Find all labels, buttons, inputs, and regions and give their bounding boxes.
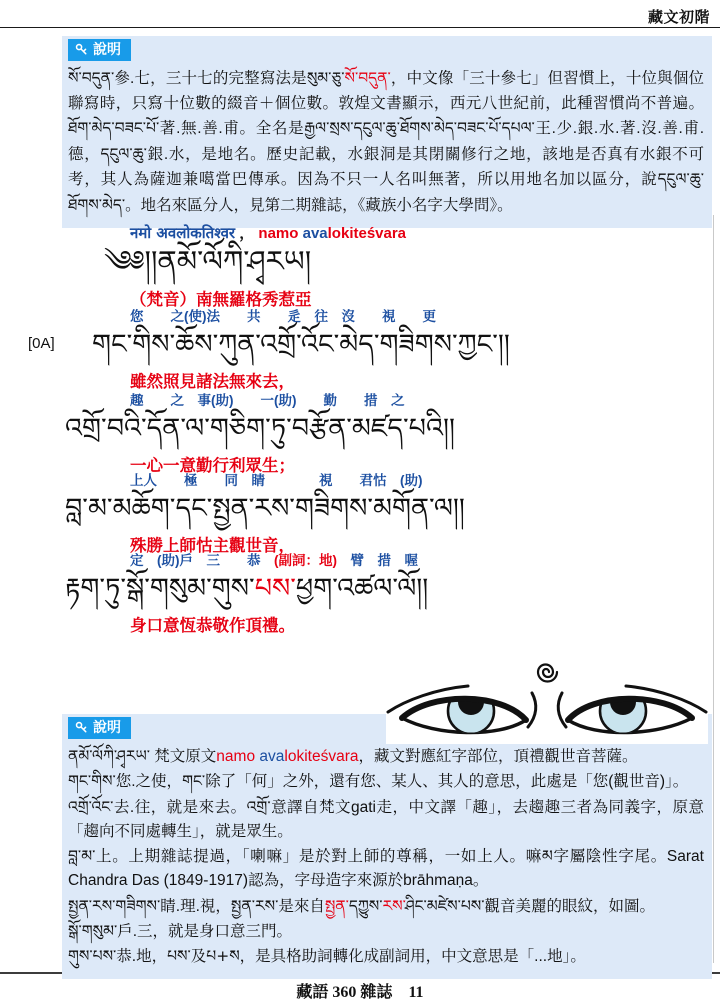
text-segment: 銀.水，是地名。歷史記載，水銀洞是其閉關修行之地，該地是否真有水銀不可考，其人為薩迦兼噶當巴傳承。因為不只一人名叫無著，所以用地名加以區分，說 <box>68 145 704 189</box>
text-segment: 梵文原文 <box>149 748 217 765</box>
verse-1 <box>28 308 712 392</box>
text-segment: 恭.地， <box>116 948 168 966</box>
text-segment: པ+ས <box>206 947 240 966</box>
text-segment: མ <box>541 847 553 866</box>
text-segment: नमो अवलोकतिश्वर <box>130 224 236 242</box>
text-segment: 睛.理.視， <box>160 897 231 915</box>
text-segment: 您 之(使)法 共 辵 往 沒 視 更 <box>130 309 436 324</box>
text-segment: 除了「何」之外，還有您、某人、其人的意思，此處是「您(觀世音)」。 <box>205 773 689 791</box>
text-segment: རྟག་ཏུ་སྒོ་གསུམ་གུས་ <box>65 573 255 604</box>
explanation-badge <box>68 717 131 739</box>
text-segment: lokiteśvara <box>327 225 407 242</box>
left-eye <box>388 686 536 734</box>
text-segment: 是來自 <box>278 897 325 915</box>
text-segment: 臂 措 喔 <box>337 553 418 568</box>
text-segment: 意譯自梵文gati走，中文譯「趣」，去趨趣三者為同義字，原意「趨向不同處轉生」，就是眾生。 <box>68 798 705 840</box>
text-segment: (副詞：地) <box>274 553 337 568</box>
text-segment: namo <box>216 748 260 765</box>
tibetan-invocation-line: ༄༅།།ནམོ་ལོཀི་ཤྭརཡ། <box>104 244 312 278</box>
verse-1-tibetan-line <box>28 325 712 363</box>
text-segment: 王.少.銀.水.著.沒.善.甫.德， <box>68 120 705 163</box>
explanation-badge <box>68 39 131 61</box>
verse-2 <box>65 392 712 476</box>
verse-4-tibetan-line <box>65 569 712 607</box>
key-icon <box>75 43 88 56</box>
text-segment: ཕྱག་འཚལ་ལོ།། <box>295 573 429 604</box>
text-segment: དཀྱུས་ <box>348 896 383 915</box>
verse-3-gloss <box>130 472 712 489</box>
text-segment: namo <box>258 225 303 242</box>
verse-2-gloss <box>130 392 712 409</box>
text-segment: 。地名來區分人，見第二期雜誌，《藏族小名字大學問》。 <box>125 196 513 214</box>
text-segment: ，藏文對應紅字部位，頂禮觀世音菩薩。 <box>358 748 638 765</box>
verse-3 <box>65 472 712 556</box>
text-segment: ཤིང་མཛེས་པས་ <box>404 896 485 915</box>
text-segment: 您.之使， <box>115 773 183 791</box>
explanation-box-1 <box>62 36 712 228</box>
explanation-2-paragraph <box>68 744 704 769</box>
spiral-urna <box>538 665 557 682</box>
key-icon <box>75 721 88 734</box>
text-segment: 參.七，三十七的完整寫法是 <box>114 70 307 87</box>
text-segment: ，是具格助詞轉化成副詞用，中文意思是「...地」。 <box>239 948 586 966</box>
footer-page-number: 11 <box>408 984 424 1001</box>
verse-3-tibetan <box>65 493 465 524</box>
verse-2-translation: 一心一意勤行利眾生； <box>130 457 295 475</box>
text-segment: 及 <box>190 948 207 966</box>
text-segment: པས་ <box>167 947 191 966</box>
text-segment: རྒྱལ་སྲས་དངུལ་ཆུ་ཐོགས་མེད་བཟང་པོ་དཔལ་ <box>304 119 535 138</box>
text-segment: གང་གིས་ཆོས་ཀུན་འགྲོ་འོང་མེད་གཟིགས་ཀྱང་།། <box>92 329 510 360</box>
verse-1-translation: 雖然照見諸法無來去， <box>130 373 295 391</box>
verse-1-ref-label: [0A] <box>28 335 55 352</box>
text-segment: གང་གིས་ <box>68 772 116 791</box>
verse-4-translation: 身口意恆恭敬作頂禮。 <box>130 617 295 635</box>
explanation-1-text <box>68 66 704 219</box>
text-segment: སྤྱན་རས་གཟིགས་ <box>68 896 161 915</box>
page-header-title: 藏文初階 <box>647 9 710 26</box>
buddha-eyes-illustration <box>386 656 708 744</box>
verse-4-gloss <box>130 552 712 569</box>
verse-1-gloss <box>130 308 712 325</box>
text-segment: ，中文像「三十參七」但習慣上，十位與個位聯寫時，只寫十位數的綴音＋個位數。敦煌文書顯示，西元八世紀前，此種習慣尚不普遍。 <box>68 70 704 112</box>
text-segment: དངུལ་ཆུ་ <box>100 144 147 163</box>
text-segment: སྒོ་གསུམ་ <box>68 922 118 941</box>
text-segment: ， <box>235 225 259 242</box>
explanation-2-paragraph <box>68 844 704 894</box>
right-eye <box>558 686 706 734</box>
text-segment: 上人 極 同 睛 視 君怙 (助) <box>130 473 423 488</box>
text-segment: སྤྱན་རས་ <box>230 896 279 915</box>
explanation-2-paragraph <box>68 894 704 919</box>
verse-4 <box>65 552 712 636</box>
text-segment: སོ་བདུན་ <box>344 69 391 87</box>
text-segment: 著.無.善.甫。全名是 <box>159 120 305 138</box>
text-segment: སྤྱན་ <box>324 896 349 915</box>
text-segment: 去.往，就是來去。 <box>113 798 247 816</box>
text-segment: འགྲོ་ <box>246 797 271 816</box>
text-segment: རས་ <box>382 896 405 915</box>
text-segment: གུས་པས་ <box>68 947 117 966</box>
explanation-2-paragraph <box>68 919 704 944</box>
verse-3-translation: 殊勝上師怙主觀世音， <box>130 537 295 555</box>
text-segment: འགྲོ་བའི་དོན་ལ་གཅིག་ཏུ་བརྩོན་མཛད་པའི།། <box>65 413 455 444</box>
verse-2-tibetan <box>65 413 455 444</box>
text-segment: གང་ <box>182 772 206 791</box>
text-segment: བླ་མ་མཆོག་དང་སྤྱན་རས་གཟིགས་མགོན་ལ།། <box>65 493 465 524</box>
text-segment: ཐོག་མེད་བཟང་པོ་ <box>68 119 160 138</box>
explanation-box-2 <box>62 714 712 979</box>
text-segment: ava <box>302 225 328 242</box>
text-segment: 上。上期雜誌提過，「喇嘛」是於對上師的尊稱，一如上人。嘛 <box>95 848 542 866</box>
explanation-2-paragraph <box>68 769 704 794</box>
text-segment: སོ་བདུན་ <box>68 69 115 87</box>
text-segment: འགྲོ་འོང་ <box>68 797 114 816</box>
text-segment: 戶.三，就是身口意三門。 <box>117 923 293 941</box>
explanation-2-paragraph <box>68 795 704 845</box>
explanation-badge-label: 說明 <box>93 719 121 735</box>
text-segment: 定 (助)戶 三 恭 <box>130 553 274 568</box>
text-segment: དངུལ་ཆུ་ཐོགས་མེད་ <box>68 170 704 214</box>
page-footer <box>0 979 720 1002</box>
page-edge-line <box>713 215 714 963</box>
verse-2-tibetan-line <box>65 409 712 447</box>
explanation-badge-label: 說明 <box>93 41 121 57</box>
verse-3-tibetan-line <box>65 489 712 527</box>
text-segment: བླ་མ་ <box>68 847 96 866</box>
text-segment: པས་ <box>254 573 296 604</box>
invocation-phonetic: （梵音）南無羅格秀惹亞 <box>130 291 312 309</box>
verse-4-tibetan <box>65 573 428 604</box>
header-divider <box>0 27 720 28</box>
text-segment: 字屬陰性字尾。Sarat Chandra Das (1849-1917)認為，字母造字來源於brāhmaṇa。 <box>68 848 704 890</box>
footer-journal-title: 藏語 360 雜誌 <box>296 984 393 1001</box>
text-segment: 觀音美麗的眼紋，如圖。 <box>484 897 656 915</box>
explanation-2-paragraph <box>68 944 704 969</box>
verse-1-tibetan <box>92 329 510 360</box>
text-segment: ava <box>259 748 285 765</box>
text-segment: lokiteśvara <box>284 748 359 765</box>
text-segment: ནམོ་ལོཀི་ཤྭརཡ་ <box>68 747 150 765</box>
text-segment: སུམ་ཅུ་ <box>306 69 345 87</box>
text-segment: 趣 之 事(助) 一(助) 勤 措 之 <box>130 393 405 408</box>
